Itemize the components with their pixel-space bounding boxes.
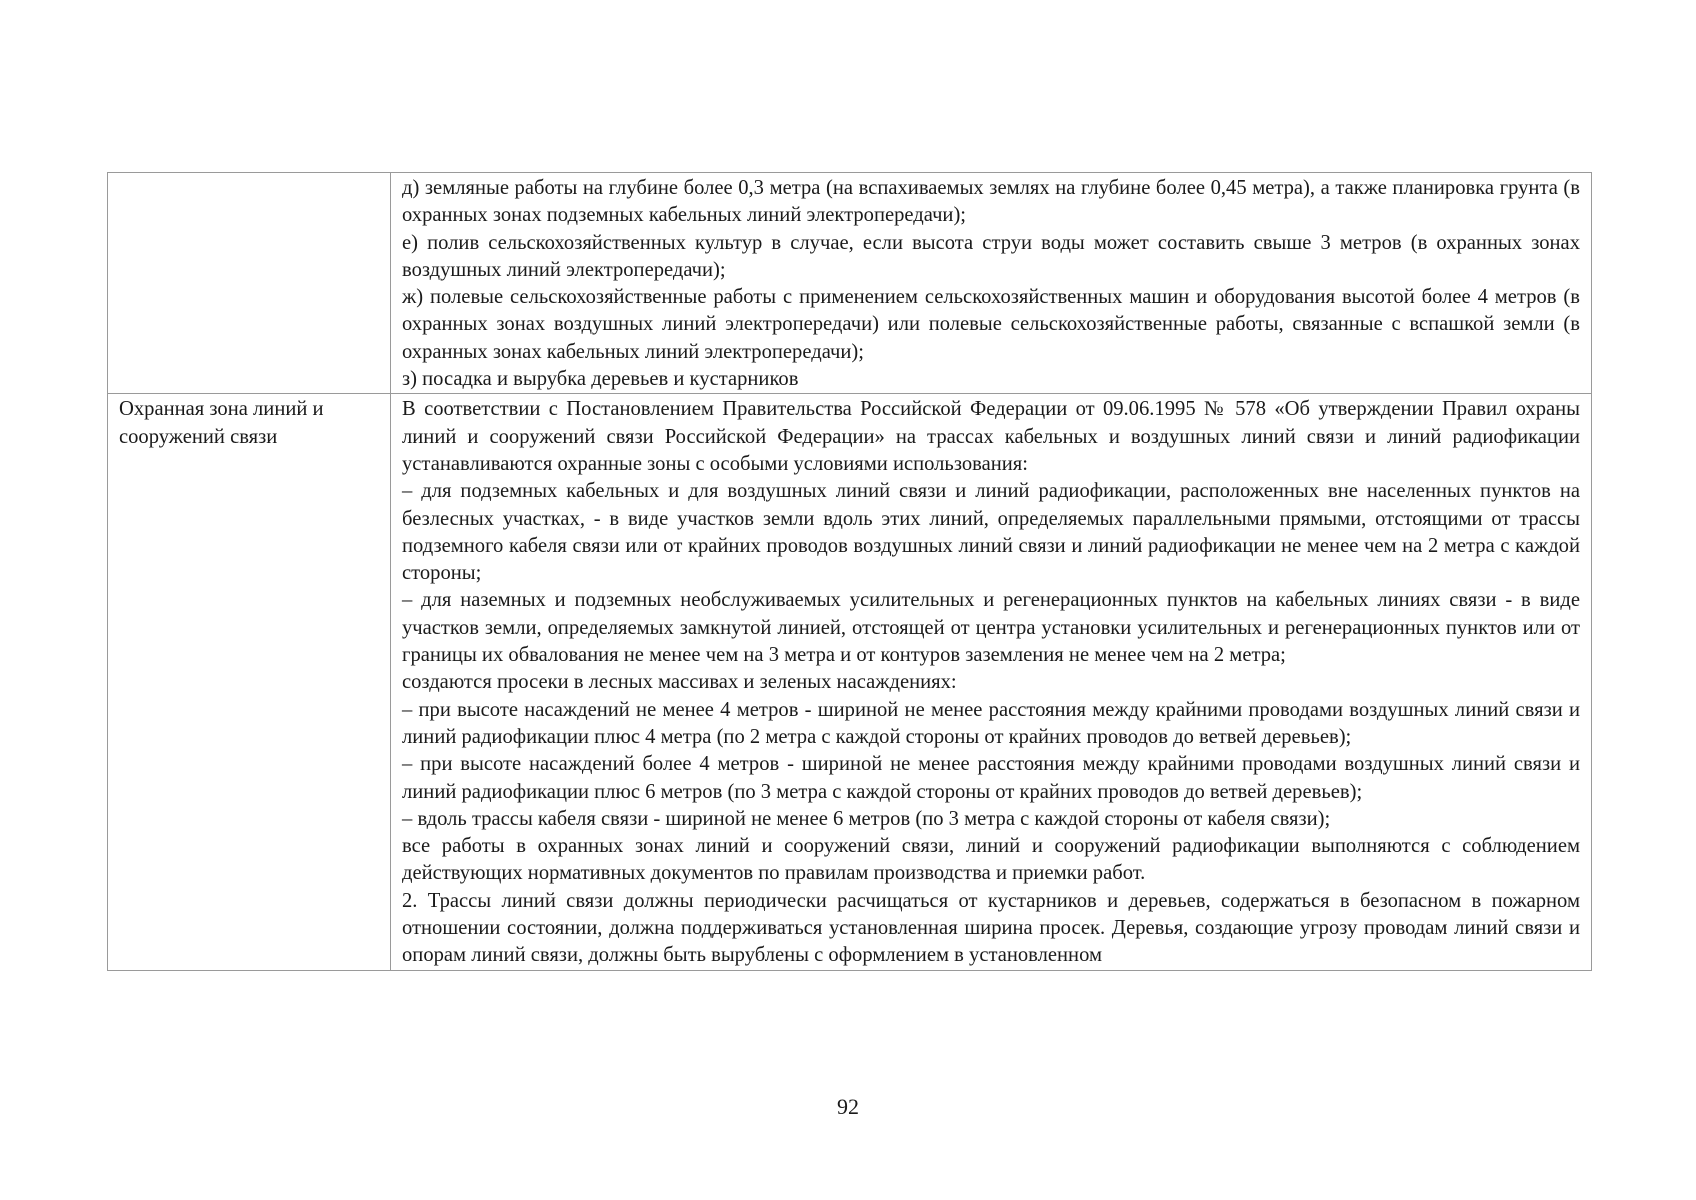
restriction-paragraph: – при высоте насаждений не менее 4 метров - шириной не менее расстояния между крайними проводами воздушных линий связи и линий радиофикации плюс 4 метра (по 2 метра с каждой стороны от крайних проводов до ветвей деревьев);: [402, 698, 1580, 748]
restriction-paragraph: – при высоте насаждений более 4 метров - шириной не менее расстояния между крайними проводами воздушных линий связи и линий радиофикации плюс 6 метров (по 3 метра с каждой стороны от крайних проводов до ветвей деревьев);: [402, 753, 1580, 803]
restriction-paragraph: е) полив сельскохозяйственных культур в случае, если высота струи воды может составить свыше 3 метров (в охранных зонах воздушных линий электропередачи);: [402, 231, 1580, 281]
restriction-paragraph: – для подземных кабельных и для воздушных линий связи и линий радиофикации, расположенных вне населенных пунктов на безлесных участках, - в виде участков земли вдоль этих линий, определяемых параллельными прямыми, отстоящими от трассы подземного кабеля связи или от крайних проводов воздушных линий связи и линий радиофикации не менее чем на 2 метра с каждой стороны;: [402, 480, 1580, 585]
zone-name-cell: [108, 394, 391, 970]
table-row: [108, 173, 1592, 394]
zone-name-cell: [108, 173, 391, 394]
restriction-paragraph: ж) полевые сельскохозяйственные работы с применением сельскохозяйственных машин и оборудования высотой более 4 метров (в охранных зонах воздушных линий электропередачи) или полевые сельскохозяйственные работы, связанные с вспашкой земли (в охранных зонах кабельных линий электропередачи);: [402, 286, 1580, 363]
restriction-paragraph: з) посадка и вырубка деревьев и кустарников: [402, 368, 799, 391]
restrictions-cell: [391, 173, 1592, 394]
restriction-paragraph: все работы в охранных зонах линий и сооружений связи, линий и сооружений радиофикации выполняются с соблюдением действующих нормативных документов по правилам производства и приемки работ.: [402, 835, 1580, 885]
restrictions-table: [107, 172, 1592, 971]
restriction-paragraph: 2. Трассы линий связи должны периодически расчищаться от кустарников и деревьев, содержаться в безопасном в пожарном отношении состоянии, должна поддерживаться установленная ширина просек. Деревья, создающие угрозу проводам линий связи и опорам линий связи, должны быть вырублены с оформлением в установленном: [402, 889, 1580, 967]
restriction-paragraph: В соответствии с Постановлением Правительства Российской Федерации от 09.06.1995 № 578 «Об утверждении Правил охраны линий и сооружений связи Российской Федерации» на трассах кабельных и воздушных линий связи и линий радиофикации устанавливаются охранные зоны с особыми условиями использования:: [402, 398, 1580, 475]
restriction-paragraph: – для наземных и подземных необслуживаемых усилительных и регенерационных пунктов на кабельных линиях связи - в виде участков земли, определяемых замкнутой линией, отстоящей от центра установки усилительных и регенерационных пунктов или от границы их обвалования не менее чем на 3 метра и от контуров заземления не менее чем на 2 метра;: [402, 589, 1580, 667]
zone-name: Охранная зона линий и сооружений связи: [119, 398, 324, 448]
restrictions-cell: [391, 394, 1592, 970]
restriction-paragraph: создаются просеки в лесных массивах и зеленых насаждениях:: [402, 671, 957, 694]
restriction-paragraph: д) земляные работы на глубине более 0,3 метра (на вспахиваемых землях на глубине более 0,45 метра), а также планировка грунта (в охранных зонах подземных кабельных линий электропередачи);: [402, 177, 1580, 227]
table-row: [108, 394, 1592, 970]
restriction-paragraph: – вдоль трассы кабеля связи - шириной не менее 6 метров (по 3 метра с каждой стороны от кабеля связи);: [402, 807, 1331, 830]
page-number: 92: [837, 1094, 859, 1119]
